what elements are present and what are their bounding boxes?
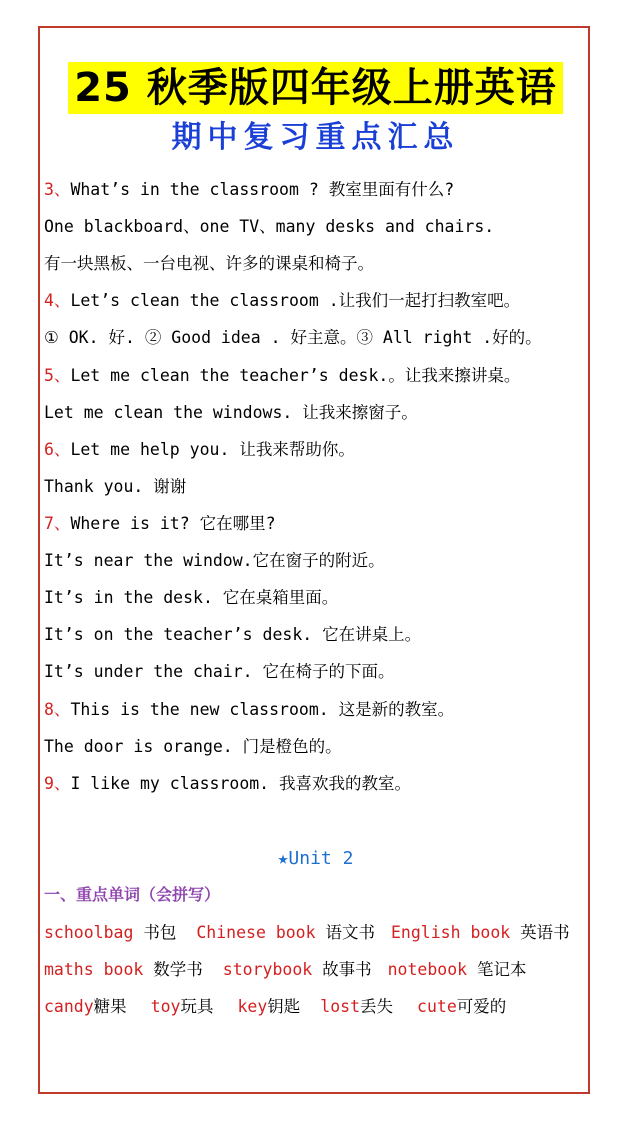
sentence-text: Let me clean the windows. 让我来擦窗子。 <box>44 403 418 422</box>
sentence-line <box>44 364 520 388</box>
sentence-text: It’s on the teacher’s desk. 它在讲桌上。 <box>44 625 422 644</box>
vocab-meaning: 可爱的 <box>456 997 507 1016</box>
unit-heading <box>0 846 631 872</box>
vocab-word: storybook <box>222 960 313 979</box>
sentence-line <box>44 586 338 610</box>
sentence-line <box>44 512 276 536</box>
sentence-line <box>44 475 186 499</box>
sentence-line <box>44 326 542 350</box>
vocab-meaning: 书包 <box>133 923 177 942</box>
unit-label: Unit 2 <box>288 848 354 869</box>
sentence-line <box>44 252 374 276</box>
vocab-word: cute <box>417 997 457 1016</box>
vocab-word: Chinese book <box>196 923 316 942</box>
sentence-text: It’s near the window.它在窗子的附近。 <box>44 551 385 570</box>
sentence-text: Thank you. 谢谢 <box>44 477 187 496</box>
vocab-meaning: 数学书 <box>143 960 203 979</box>
sentence-line <box>44 438 355 462</box>
vocab-word: lost <box>320 997 361 1016</box>
sentence-text: ① OK. 好. ② Good idea . 好主意。③ All right .好的。 <box>44 328 542 347</box>
sentence-text: It’s under the chair. 它在椅子的下面。 <box>44 662 395 681</box>
title-container <box>0 62 631 114</box>
sentence-text: Let’s clean the classroom .让我们一起打扫教室吧。 <box>70 291 521 310</box>
sentence-line <box>44 549 385 573</box>
vocab-meaning: 玩具 <box>180 997 214 1016</box>
item-number: 9、 <box>44 774 71 793</box>
vocab-meaning: 英语书 <box>510 923 570 942</box>
vocab-meaning: 糖果 <box>93 997 127 1016</box>
sentence-text: Let me help you. 让我来帮助你。 <box>70 440 355 459</box>
item-number: 6、 <box>44 440 71 459</box>
sentence-text: 有一块黑板、一台电视、许多的课桌和椅子。 <box>44 254 374 273</box>
sentence-text: I like my classroom. 我喜欢我的教室。 <box>70 774 412 793</box>
vocab-meaning: 语文书 <box>315 923 375 942</box>
vocab-line <box>44 921 570 945</box>
page-subtitle: 期中复习重点汇总 <box>171 120 460 155</box>
sentence-text: One blackboard、one TV、many desks and chairs. <box>44 217 495 236</box>
item-number: 3、 <box>44 180 71 199</box>
vocab-word: English book <box>391 923 511 942</box>
vocab-word: maths book <box>44 960 144 979</box>
vocab-meaning: 故事书 <box>312 960 372 979</box>
item-number: 7、 <box>44 514 71 533</box>
sentence-line <box>44 178 454 202</box>
sentence-text: It’s in the desk. 它在桌箱里面。 <box>44 588 339 607</box>
vocab-word: candy <box>44 997 94 1016</box>
sentence-line <box>44 735 342 759</box>
sentence-line <box>44 623 421 647</box>
sentence-line <box>44 698 454 722</box>
vocab-word: notebook <box>387 960 468 979</box>
sentence-line <box>44 772 411 796</box>
item-number: 8、 <box>44 700 71 719</box>
sentence-text: What’s in the classroom ? 教室里面有什么? <box>70 180 455 199</box>
vocab-meaning: 笔记本 <box>467 960 527 979</box>
page-title: 25 秋季版四年级上册英语 <box>68 62 563 114</box>
vocab-word: key <box>237 997 268 1016</box>
sentence-line <box>44 215 494 239</box>
sentence-text: This is the new classroom. 这是新的教室。 <box>70 700 455 719</box>
vocab-line <box>44 995 506 1019</box>
vocab-line <box>44 958 527 982</box>
item-number: 5、 <box>44 366 71 385</box>
sentence-text: Where is it? 它在哪里? <box>70 514 276 533</box>
vocab-word: schoolbag <box>44 923 134 942</box>
sentence-line <box>44 660 395 684</box>
item-number: 4、 <box>44 291 71 310</box>
sentence-line <box>44 289 520 313</box>
sentence-text: The door is orange. 门是橙色的。 <box>44 737 342 756</box>
vocab-word: toy <box>150 997 181 1016</box>
sentence-text: Let me clean the teacher’s desk.。让我来擦讲桌。 <box>70 366 521 385</box>
vocab-meaning: 丢失 <box>360 997 394 1016</box>
star-icon: ★ <box>277 848 289 869</box>
vocab-meaning: 钥匙 <box>267 997 301 1016</box>
sentence-line <box>44 401 418 425</box>
section-title: 一、重点单词（会拼写） <box>44 885 221 904</box>
